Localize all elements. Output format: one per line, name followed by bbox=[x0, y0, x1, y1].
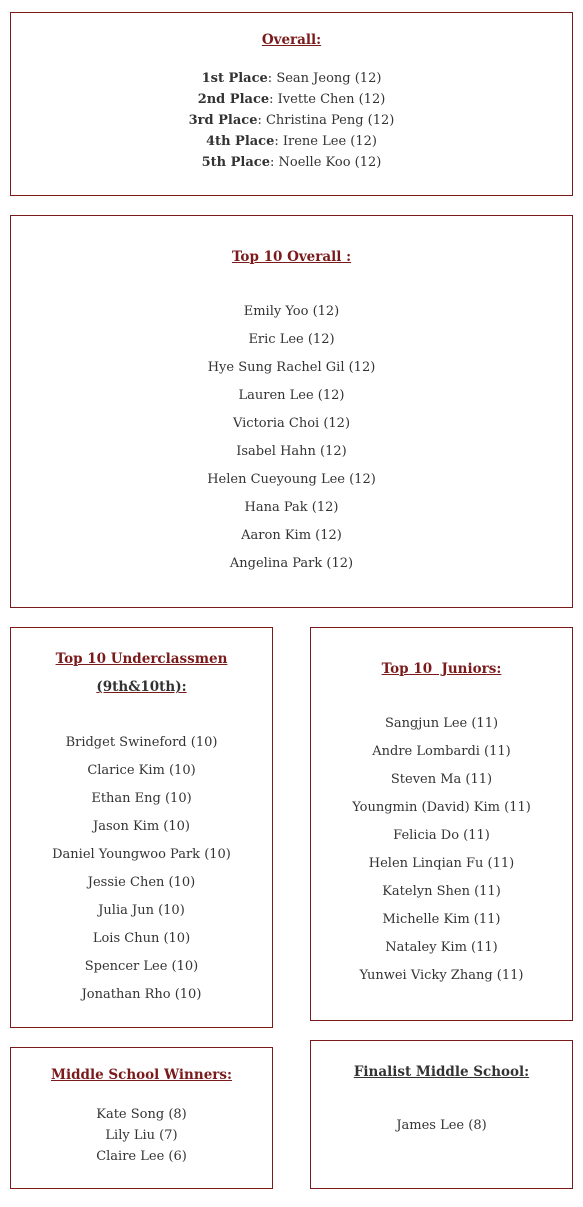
place-item: 1st Place: Sean Jeong (12) bbox=[201, 71, 382, 86]
list-item: Kate Song (8) bbox=[96, 1107, 187, 1122]
place-item: 4th Place: Irene Lee (12) bbox=[206, 134, 377, 149]
list-item: Sangjun Lee (11) bbox=[384, 716, 499, 731]
list-item: Isabel Hahn (12) bbox=[236, 444, 347, 459]
list-item: Andre Lombardi (11) bbox=[372, 744, 511, 759]
list-item: Eric Lee (12) bbox=[248, 332, 335, 347]
list-item: Jason Kim (10) bbox=[93, 819, 190, 834]
list-item: Lois Chun (10) bbox=[92, 931, 191, 946]
overall-heading: Overall: bbox=[261, 32, 322, 48]
list-item: Spencer Lee (10) bbox=[84, 959, 199, 974]
finalist-middle-school-card bbox=[310, 1040, 573, 1189]
list-item: Clarice Kim (10) bbox=[87, 763, 196, 778]
list-item: Aaron Kim (12) bbox=[241, 528, 342, 543]
juniors-card bbox=[310, 627, 573, 1021]
underclassmen-heading: Top 10 Underclassmen (9th&10th): bbox=[55, 651, 228, 695]
list-item: Helen Cueyoung Lee (12) bbox=[207, 472, 376, 487]
list-item: Hye Sung Rachel Gil (12) bbox=[207, 360, 376, 375]
overall-places-list bbox=[11, 68, 572, 173]
list-item: Felicia Do (11) bbox=[393, 828, 490, 843]
list-item: Katelyn Shen (11) bbox=[382, 884, 501, 899]
juniors-heading: Top 10 Juniors: bbox=[381, 661, 502, 677]
list-item: Bridget Swineford (10) bbox=[65, 735, 218, 750]
list-item: Ethan Eng (10) bbox=[91, 791, 192, 806]
list-item: Michelle Kim (11) bbox=[382, 912, 501, 927]
underclassmen-card bbox=[10, 627, 273, 1028]
finalist-heading: Finalist Middle School: bbox=[353, 1064, 530, 1080]
list-item: Emily Yoo (12) bbox=[243, 304, 340, 319]
list-item: Nataley Kim (11) bbox=[385, 940, 498, 955]
middle-school-heading: Middle School Winners: bbox=[51, 1067, 232, 1083]
list-item: Julia Jun (10) bbox=[98, 903, 185, 918]
list-item: Victoria Choi (12) bbox=[232, 416, 351, 431]
list-item: Daniel Youngwoo Park (10) bbox=[52, 847, 231, 862]
list-item: Jonathan Rho (10) bbox=[81, 987, 202, 1002]
list-item: Jessie Chen (10) bbox=[87, 875, 196, 890]
list-item: Claire Lee (6) bbox=[96, 1149, 187, 1164]
middle-school-winners-card bbox=[10, 1047, 273, 1189]
top10-overall-card bbox=[10, 215, 573, 608]
list-item: James Lee (8) bbox=[396, 1118, 487, 1133]
list-item: Yunwei Vicky Zhang (11) bbox=[359, 968, 524, 983]
place-item: 2nd Place: Ivette Chen (12) bbox=[197, 92, 386, 107]
list-item: Youngmin (David) Kim (11) bbox=[352, 800, 531, 815]
overall-card bbox=[10, 12, 573, 196]
list-item: Angelina Park (12) bbox=[229, 556, 354, 571]
top10-overall-list bbox=[11, 298, 572, 578]
finalist-list bbox=[311, 1115, 572, 1136]
place-item: 3rd Place: Christina Peng (12) bbox=[188, 113, 395, 128]
juniors-list bbox=[311, 710, 572, 990]
list-item: Helen Linqian Fu (11) bbox=[368, 856, 515, 871]
underclassmen-list bbox=[11, 729, 272, 1009]
top10-overall-heading: Top 10 Overall : bbox=[231, 249, 352, 265]
middle-school-list bbox=[11, 1104, 272, 1167]
list-item: Hana Pak (12) bbox=[244, 500, 339, 515]
list-item: Lily Liu (7) bbox=[105, 1128, 178, 1143]
list-item: Lauren Lee (12) bbox=[238, 388, 345, 403]
place-item: 5th Place: Noelle Koo (12) bbox=[201, 155, 382, 170]
list-item: Steven Ma (11) bbox=[390, 772, 493, 787]
